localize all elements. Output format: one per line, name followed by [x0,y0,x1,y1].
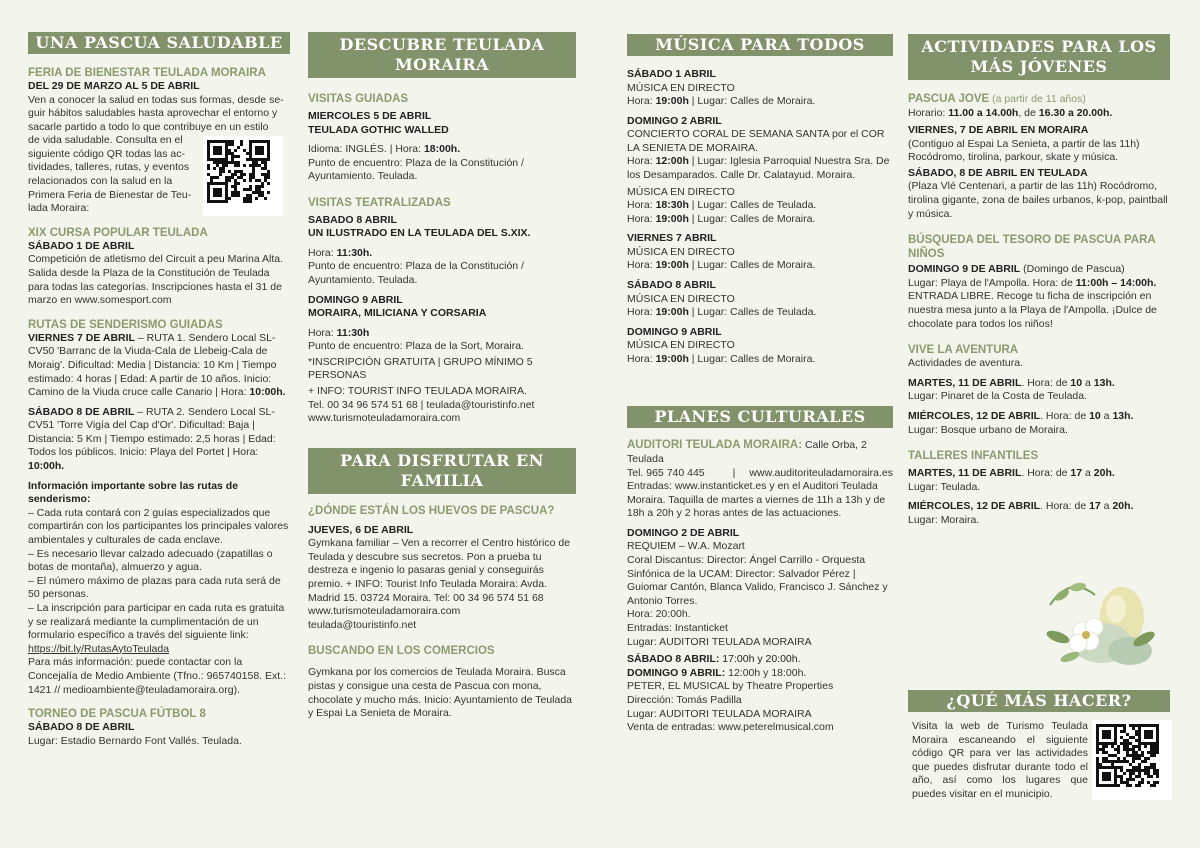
visitas-date: MIERCOLES 5 DE ABRIL [308,110,432,122]
column-saludable [28,32,290,748]
jove-date-2: SÁBADO, 8 DE ABRIL EN TEULADA [908,166,1088,179]
jove-horario: Horario: 11.00 a 14.00h, de 16.30 a 20.00h. [908,106,1113,119]
requiem-hour: Hora: 20:00h. [627,608,691,621]
teatral-hour-2: Hora: 11:30h [308,326,370,339]
peter-dir: Dirección: Tomás Padilla [627,694,742,706]
visitas-name: TEULADA GOTHIC WALLED [308,123,449,136]
banner-pascua-saludable: UNA PASCUA SALUDABLE [28,32,290,54]
m1-title: MÚSICA EN DIRECTO [627,81,735,94]
huevos-text: Gymkana familiar – Ven a recorrer el Centro histórico de Teulada y descubre sus secretos. Pon a prueba tu destreza e ingenio lo pasaras genial y conseguirás premio. + INFO: Tourist Info Teulada Moraira: Avda. Madrid 15. 03724 Moraira. Tel: 00 34 96 574 51 68 [308,537,571,604]
feria-text-8: Primera Feria de Bienestar de Teu- [28,188,192,201]
requiem-name: REQUIEM – W.A. Mozart [627,540,745,553]
feria-text-7: relacionados con la salud en la [28,175,173,188]
m5-hour: Hora: 19:00h | Lugar: Calles de Moraira. [627,352,816,365]
jove-text-1: (Contiguo al Espai La Senieta, a partir de las 11h) Rocódromo, tirolina, parkour, skate y música. [908,137,1140,164]
m2-hour: Hora: 12:00h | Lugar: Iglesia Parroquial Nuestra Sra. De los Desamparados. Calle Dr. Calatayud. Moraira. [627,155,890,181]
peter-date-2: DOMINGO 9 ABRIL: 12:00h y 18:00h. [627,666,807,679]
aventura-date-1: MARTES, 11 DE ABRIL. Hora: de 10 a 13h. [908,376,1115,389]
feria-text-1: Ven a conocer la salud en todas sus formas, desde se- [28,93,284,106]
banner-musica: MÚSICA PARA TODOS [627,34,893,56]
teatral-punto-1: Punto de encuentro: Plaza de la Constitución / Ayuntamiento. Teulada. [308,260,524,286]
aventura-place-1: Lugar: Pinaret de la Costa de Teulada. [908,390,1088,403]
aventura-title: VIVE LA AVENTURA [908,344,1019,357]
qr-code-icon[interactable] [1092,720,1172,800]
teatral-tel: Tel. 00 34 96 574 51 68 | teulada@touristinfo.net [308,398,535,411]
visitas-title: VISITAS GUIADAS [308,93,409,105]
rutas-info-4: – La inscripción para participar en cada ruta es gratuita y se realizará mediante la cumplimentación de un formulario específico a través del siguiente link: https://bit.ly/RutasAytoTeulada [28,602,285,655]
visitas-punto: Punto de encuentro: Plaza de la Constitución / Ayuntamiento. Teulada. [308,156,524,183]
jove-title: PASCUA JOVE (a partir de 11 años) [908,93,1086,105]
banner-familia: PARA DISFRUTAR EN FAMILIA [308,448,576,494]
huevos-mail[interactable]: teulada@touristinfo.net [308,618,417,631]
talleres-title: TALLERES INFANTILES [908,450,1039,463]
rutas-info-1: – Cada ruta contará con 2 guías especializados que compartirán con los participantes los principales valores ambientales y culturales de cada enclave. [28,506,289,547]
rutas-info-heading: Información importante sobre las rutas de senderismo: [28,479,239,506]
cursa-date: SÁBADO 1 DE ABRIL [28,239,135,252]
requiem-date: DOMINGO 2 DE ABRIL [627,526,740,539]
teatral-info: + INFO: TOURIST INFO TEULADA MORAIRA. [308,384,527,397]
tesoro-date: DOMINGO 9 DE ABRIL (Domingo de Pascua) [908,263,1125,276]
comercios-title: BUSCANDO EN LOS COMERCIOS [308,645,495,658]
m2-hour-3: Hora: 19:00h | Lugar: Calles de Moraira. [627,212,816,225]
rutas-title: RUTAS DE SENDERISMO GUIADAS [28,318,223,331]
m3-title: MÚSICA EN DIRECTO [627,245,735,258]
m5-title: MÚSICA EN DIRECTO [627,339,735,352]
requiem-entradas: Entradas: Instanticket [627,622,728,635]
teatral-date-2: DOMINGO 9 ABRIL [308,293,403,306]
comercios-text: Gymkana por los comercios de Teulada Moraira. Busca pistas y consigue una cesta de Pascua con mona, chocolate y mucho más. Inicio: Ayuntamiento de Teulada y Espai La Senieta de Moraira. [308,666,573,720]
jove-date-1: VIERNES, 7 DE ABRIL EN MORAIRA [908,124,1089,137]
cursa-text: Competición de atletismo del Circuit a peu Marina Alta. Salida desde la Plaza de la Constitución de Teulada para todas las categorías. Inscripciones hasta el 31 de marzo en www.somesport.com [28,253,284,307]
auditori-web[interactable]: www.auditoriteuladamoraira.es [749,466,893,479]
feria-text-2: guir hábitos saludables hasta aprovechar el entorno y [28,107,278,120]
cursa-title: XIX CURSA POPULAR TEULADA [28,226,208,239]
peter-date-1: SÁBADO 8 ABRIL: 17:00h y 20:00h. [627,653,801,666]
rutas-info-3: – El número máximo de plazas para cada ruta será de 50 personas. [28,574,281,601]
feria-text-3: sacarle partido a todo lo que contribuye en un estilo [28,120,269,133]
huevos-web[interactable]: www.turismoteuladamoraira.com [308,605,461,618]
peter-place: Lugar: AUDITORI TEULADA MORAIRA [627,707,812,720]
rutas-info-5: Para más información: puede contactar con la Concejalía de Medio Ambiente (Tfno.: 965740158. Ext.: 1421 // medioambiente@teuladamoraira.org). [28,656,286,696]
m3-date: VIERNES 7 ABRIL [627,232,717,245]
tesoro-text: ENTRADA LIBRE. Recoge tu ficha de inscripción en nuestra mesa junto a la Playa de l'Ampolla. ¡Dulce de chocolate para todos los niños! [908,290,1157,330]
huevos-title: ¿DÓNDE ESTÁN LOS HUEVOS DE PASCUA? [308,504,555,517]
banner-planes: PLANES CULTURALES [627,406,893,428]
qr-code-icon[interactable] [203,136,283,216]
banner-jovenes: ACTIVIDADES PARA LOS MÁS JÓVENES [908,34,1170,80]
easter-egg-floral-icon [1040,565,1160,675]
feria-text-5: siguiente código QR todas las ac- [28,147,186,160]
teatral-title: VISITAS TEATRALIZADAS [308,196,451,209]
aventura-text: Actividades de aventura. [908,357,1023,370]
banner-descubre: DESCUBRE TEULADA MORAIRA [308,32,576,78]
talleres-place-1: Lugar: Teulada. [908,480,981,493]
feria-dates: DEL 29 DE MARZO AL 5 DE ABRIL [28,80,200,92]
column-musica [627,34,893,735]
ruta-1: VIERNES 7 DE ABRIL – RUTA 1. Sendero Local SL-CV50 'Barranc de la Viuda-Cala de Llebeig-Cala de Moraig'. Dificultad: Media | Distancia: 10 Km | Tiempo estimado: 4 horas | Edad: A partir de 10 años. Inicio: Camino de la Viuda cruce calle Canario | Hora: 10:00h. [28,331,286,399]
ruta-2: SÁBADO 8 DE ABRIL – RUTA 2. Sendero Local SL-CV51 'Torre Vigía del Cap d'Or'. Dificultad: Baja | Distancia: 5 Km | Tiempo estimado: 2,5 horas | Edad: Todos los públicos. Inicio: Playa del Portet | Hora: 10:00h. [28,405,276,473]
teatral-name-1: UN ILUSTRADO EN LA TEULADA DEL S.XIX. [308,227,531,240]
teatral-date-1: SABADO 8 ABRIL [308,213,397,226]
talleres-date-1: MARTES, 11 DE ABRIL. Hora: de 17 a 20h. [908,467,1115,480]
visitas-idioma: Idioma: INGLÉS. | Hora: 18:00h. [308,143,461,155]
banner-que-mas: ¿QUÉ MÁS HACER? [908,690,1170,712]
auditori-contact: Tel. 965 740 445 | www.auditoriteuladamoraira.es [627,466,893,479]
m4-hour: Hora: 19:00h | Lugar: Calles de Teulada. [627,306,817,319]
m5-date: DOMINGO 9 ABRIL [627,325,722,338]
talleres-date-2: MIÉRCOLES, 12 DE ABRIL. Hora: de 17 a 20h. [908,500,1134,513]
aventura-date-2: MIÉRCOLES, 12 DE ABRIL. Hora: de 10 a 13h. [908,409,1134,422]
m2-title-2: MÚSICA EN DIRECTO [627,185,735,198]
m1-hour: Hora: 19:00h | Lugar: Calles de Moraira. [627,95,816,108]
feria-block [28,94,290,216]
que-mas-text: Visita la web de Turismo Teulada Moraira escaneando el siguiente código QR para ver las actividades que puedes disfrutar durante todo el año, así como los lugares que puedes visitar en el municipio. [912,720,1088,800]
m3-hour: Hora: 19:00h | Lugar: Calles de Moraira. [627,259,816,272]
tesoro-place: Lugar: Playa de l'Ampolla. Hora: de 11:00h – 14:00h. [908,276,1157,289]
teatral-hour-1: Hora: 11:30h. [308,246,373,259]
jove-text-2: (Plaza Vlé Centenari, a partir de las 11h) Rocódromo, tirolina gigante, zona de bailes urbanos, k-pop, paintball y música. [908,180,1168,220]
aventura-place-2: Lugar: Bosque urbano de Moraira. [908,423,1068,436]
m2-title: CONCIERTO CORAL DE SEMANA SANTA por el COR LA SENIETA DE MORAIRA. [627,128,885,154]
m2-date: DOMINGO 2 ABRIL [627,114,722,127]
column-descubre [308,32,576,721]
m2-hour-2: Hora: 18:30h | Lugar: Calles de Teulada. [627,199,817,212]
talleres-place-2: Lugar: Moraira. [908,513,980,526]
m1-date: SÁBADO 1 ABRIL [627,68,716,80]
huevos-date: JUEVES, 6 DE ABRIL [308,523,414,536]
peter-sale: Venta de entradas: www.peterelmusical.com [627,721,834,734]
tesoro-title: BÚSQUEDA DEL TESORO DE PASCUA PARA NIÑOS [908,234,1156,261]
torneo-text: Lugar: Estadio Bernardo Font Vallés. Teulada. [28,734,242,747]
teatral-punto-2: Punto de encuentro: Plaza de la Sort, Moraira. [308,340,524,353]
m4-title: MÚSICA EN DIRECTO [627,292,735,305]
feria-text-4: de vida saludable. Consulta en el [28,134,183,147]
rutas-info-2: – Es necesario llevar calzado adecuado (zapatillas o botas de montaña), almuerzo y agua. [28,547,273,574]
torneo-date: SÁBADO 8 DE ABRIL [28,721,135,734]
feria-text-9: lada Moraira: [28,202,90,215]
feria-text-6: tividades, talleres, rutas, y eventos [28,161,190,174]
que-mas-hacer-section [908,690,1170,802]
m4-date: SÁBADO 8 ABRIL [627,279,716,292]
teatral-note: *INSCRIPCIÓN GRATUITA | GRUPO MÍNIMO 5 PERSONAS [308,355,533,382]
column-jovenes [908,34,1170,527]
requiem-text: Coral Discantus: Director: Ángel Carrillo - Orquesta Sinfónica de la UCAM: Director: Salvador Pérez | Guiomar Cantón, Blanca Valido, Francisco J. Sánchez y Antonio Torres. [627,554,888,607]
que-mas-block [908,720,1170,802]
requiem-place: Lugar: AUDITORI TEULADA MORAIRA [627,635,812,648]
peter-name: PETER, EL MUSICAL by Theatre Properties [627,680,834,693]
auditori-header: AUDITORI TEULADA MORAIRA: Calle Orba, 2 Teulada [627,439,867,465]
teatral-web[interactable]: www.turismoteuladamoraira.com [308,412,461,425]
rutas-link[interactable]: https://bit.ly/RutasAytoTeulada [28,642,170,655]
teatral-name-2: MORAIRA, MILICIANA Y CORSARIA [308,307,487,320]
auditori-text: Entradas: www.instanticket.es y en el Auditori Teulada Moraira. Taquilla de martes a viernes de 11h a 13h y de 18h a 20h y 2 horas antes de las actuaciones. [627,480,886,520]
torneo-title: TORNEO DE PASCUA FÚTBOL 8 [28,708,206,721]
feria-title: FERIA DE BIENESTAR TEULADA MORAIRA [28,67,266,79]
